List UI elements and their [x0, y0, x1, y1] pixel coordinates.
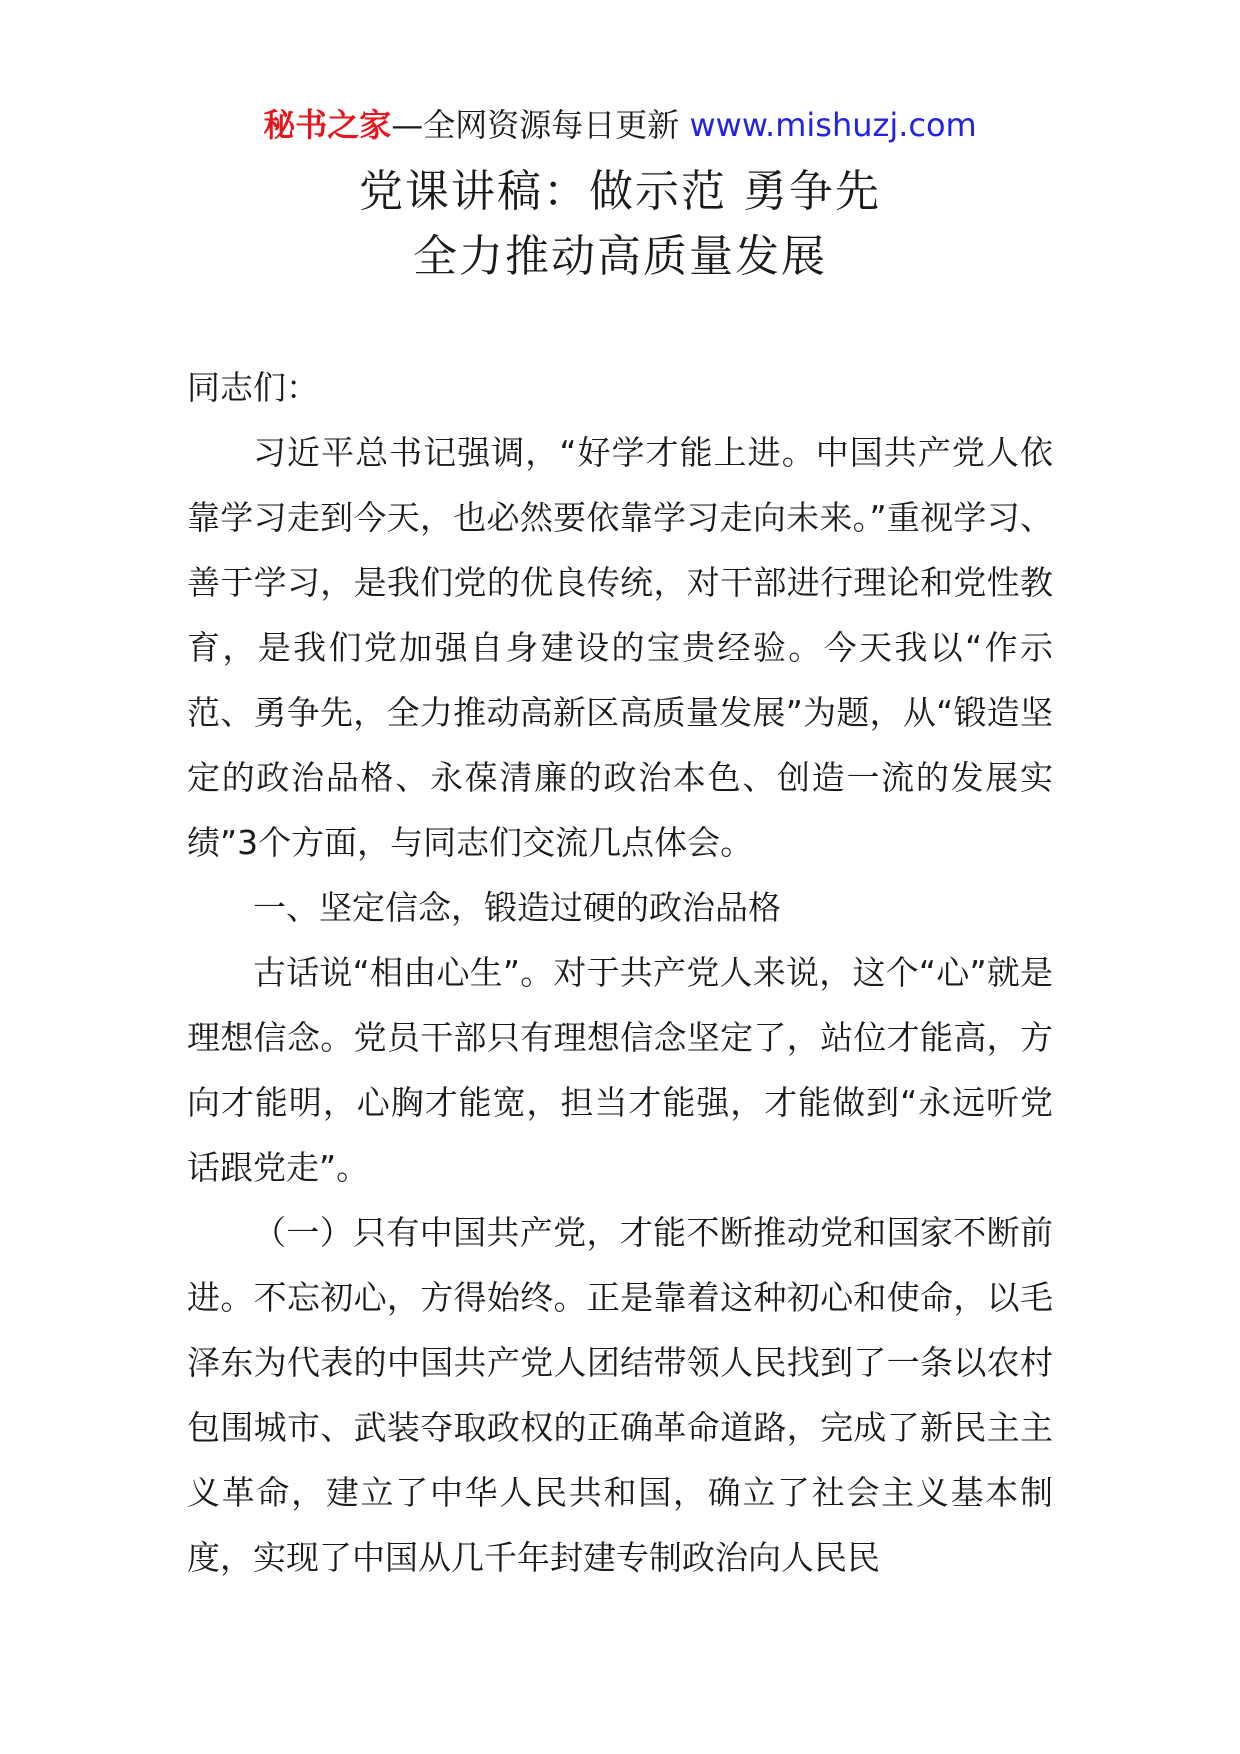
site-header — [0, 103, 1240, 147]
brand-name: 秘书之家 — [263, 106, 392, 144]
header-slogan: —全网资源每日更新 — [391, 106, 680, 144]
paragraph-belief: 古话说“相由心生”。对于共产党人来说，这个“心”就是理想信念。党员干部只有理想信念坚定了，站位才能高，方向才能明，心胸才能宽，担当才能强，才能做到“永远听党话跟党走”。 — [187, 953, 1053, 1187]
document-title-line-2: 全力推动高质量发展 — [413, 231, 827, 282]
paragraph-subsection-1: （一）只有中国共产党，才能不断推动党和国家不断前进。不忘初心，方得始终。正是靠着这种初心和使命，以毛泽东为代表的中国共产党人团结带领人民找到了一条以农村包围城市、武装夺取政权的正确革命道路，完成了新民主主义革命，建立了中华人民共和国，确立了社会主义基本制度，实现了中国从几千年封建专制政治向人民民 — [187, 1213, 1053, 1577]
document-body — [187, 355, 1053, 1590]
greeting: 同志们： — [187, 368, 319, 407]
section-heading-1: 一、坚定信念，锻造过硬的政治品格 — [253, 888, 781, 927]
paragraph-intro: 习近平总书记强调，“好学才能上进。中国共产党人依靠学习走到今天，也必然要依靠学习走向未来。”重视学习、善于学习，是我们党的优良传统，对干部进行理论和党性教育，是我们党加强自身建设的宝贵经验。今天我以“作示范、勇争先，全力推动高新区高质量发展”为题，从“锻造坚定的政治品格、永葆清廉的政治本色、创造一流的发展实绩”3个方面，与同志们交流几点体会。 — [187, 433, 1053, 862]
document-title-line-1: 党课讲稿：做示范 勇争先 — [359, 166, 881, 217]
site-url-link[interactable]: www.mishuzj.com — [689, 106, 977, 144]
